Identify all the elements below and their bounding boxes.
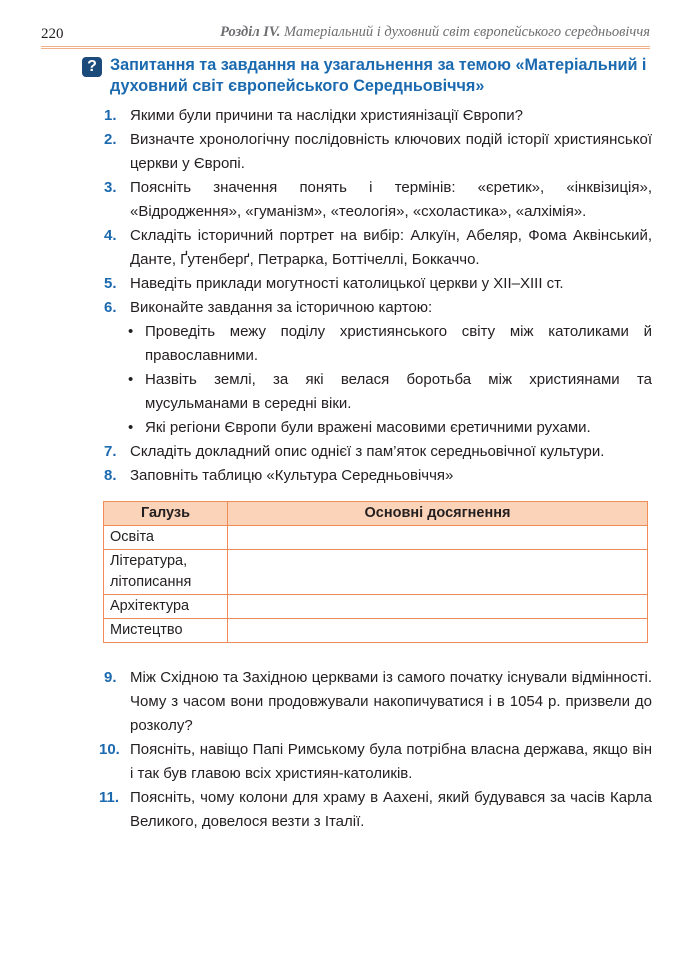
table-cell-branch: Мистецтво [104, 619, 228, 643]
header-rule [41, 46, 650, 47]
question-list-c [92, 666, 652, 834]
question-number: 6. [104, 299, 117, 316]
question-text: Наведіть приклади могутності католицької церкви у XII–XIII ст. [130, 275, 564, 292]
question-icon: ? [82, 57, 102, 77]
table-cell-branch: Освіта [104, 526, 228, 550]
question-text: Визначте хронологічну послідовність ключових подій історії християнської церкви у Європі. [130, 131, 652, 172]
question-number: 3. [104, 179, 117, 196]
bullet-text: Які регіони Європи були вражені масовими єретичними рухами. [145, 419, 591, 436]
table-header-branch: Галузь [104, 502, 228, 526]
bullet-item [92, 320, 652, 368]
header-rule-2 [41, 48, 650, 49]
bullet-text: Назвіть землі, за які велася боротьба між християнами та мусульманами в середні віки. [145, 371, 652, 412]
question-text: Поясніть значення понять і термінів: «єретик», «інквізиція», «Відродження», «гуманізм», «теологія», «схоластика», «алхімія». [130, 179, 652, 220]
bullet-item [92, 416, 652, 440]
question-text: Поясніть, навіщо Папі Римському була потрібна власна держава, якщо він і так був главою всіх християн-католиків. [130, 741, 652, 782]
question-number: 9. [104, 669, 117, 686]
question-text: Між Східною та Західною церквами із самого початку існували відмінності. Чому з часом вони продовжували накопичуватися і в 1054 р. призвели до розколу? [130, 669, 652, 734]
table-cell-achievements [228, 550, 648, 595]
question-item [92, 666, 652, 738]
question-item [92, 440, 652, 464]
bullet-text: Проведіть межу поділу християнського світу між католиками й православними. [145, 323, 652, 364]
question-number: 2. [104, 131, 117, 148]
question-number: 4. [104, 227, 117, 244]
question-text: Складіть історичний портрет на вибір: Алкуїн, Абеляр, Фома Аквінський, Данте, Ґутенберґ, Петрарка, Боттічеллі, Боккаччо. [130, 227, 652, 268]
running-head-title: Матеріальний і духовний світ європейського середньовіччя [283, 24, 650, 40]
question-text: Якими були причини та наслідки християнізації Європи? [130, 107, 523, 124]
table-row [104, 526, 648, 550]
question-text: Заповніть таблицю «Культура Середньовіччя» [130, 467, 454, 484]
bullet-marker: • [128, 323, 134, 340]
question-number: 5. [104, 275, 117, 292]
bullet-marker: • [128, 371, 134, 388]
question-item [92, 224, 652, 272]
question-text: Поясніть, чому колони для храму в Аахені, який будувався за часів Карла Великого, довелося везти з Італії. [130, 789, 652, 830]
question-item [92, 176, 652, 224]
page-number: 220 [41, 26, 64, 42]
question-item [92, 272, 652, 296]
table-row [104, 595, 648, 619]
question-item [92, 786, 652, 834]
question-item [92, 128, 652, 176]
running-head-section: Розділ IV. [220, 24, 281, 40]
question-number: 7. [104, 443, 117, 460]
table-row [104, 619, 648, 643]
question-text: Виконайте завдання за історичною картою: [130, 299, 433, 316]
question-item [92, 738, 652, 786]
question-item [92, 464, 652, 488]
question-item [92, 296, 652, 320]
question-list-a [92, 104, 652, 488]
table-header-achievements: Основні досягнення [228, 502, 648, 526]
question-number: 1. [104, 107, 117, 124]
question-text: Складіть докладний опис однієї з пам’яток середньовічної культури. [130, 443, 605, 460]
table-cell-achievements [228, 619, 648, 643]
table-cell-achievements [228, 595, 648, 619]
table-cell-achievements [228, 526, 648, 550]
table-cell-branch: Архітектура [104, 595, 228, 619]
table-header-row [104, 502, 648, 526]
table-row [104, 550, 648, 595]
question-number: 11. [99, 789, 120, 806]
question-number: 10. [99, 741, 120, 758]
bullet-item [92, 368, 652, 416]
question-item [92, 104, 652, 128]
question-number: 8. [104, 467, 117, 484]
bullet-marker: • [128, 419, 134, 436]
section-title: Запитання та завдання на узагальнення за темою «Матеріальний і духовний світ європейського Середньовіччя» [110, 56, 647, 95]
table-cell-branch: Література, літописання [104, 550, 228, 595]
running-head [220, 24, 650, 41]
culture-table [103, 501, 648, 643]
